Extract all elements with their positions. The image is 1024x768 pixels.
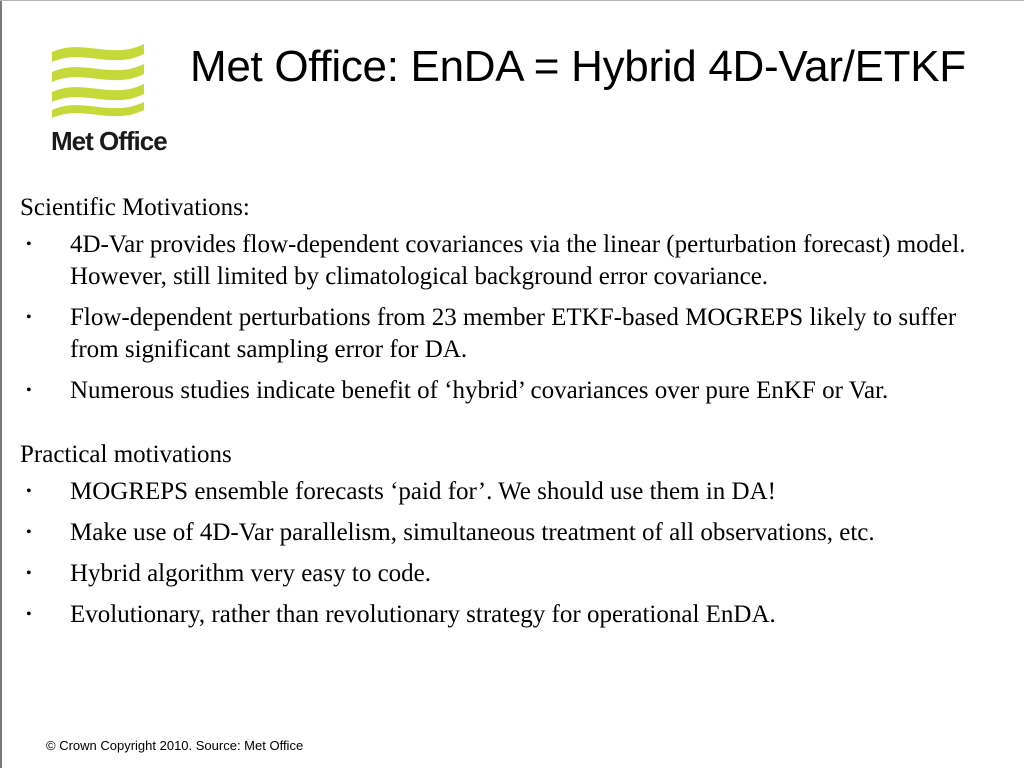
- bullet-text: MOGREPS ensemble forecasts ‘paid for’. We should use them in DA!: [70, 478, 776, 505]
- bullet-icon: •: [26, 309, 32, 326]
- section-heading: Practical motivations: [20, 441, 232, 468]
- bullet-icon: •: [26, 483, 32, 500]
- bullet-icon: •: [26, 524, 32, 541]
- bullet-icon: •: [26, 565, 32, 582]
- bullet-item: [20, 476, 1010, 508]
- bullet-icon: •: [26, 606, 32, 623]
- bullet-text: Numerous studies indicate benefit of ‘hybrid’ covariances over pure EnKF or Var.: [70, 377, 889, 404]
- slide-left-border: [0, 0, 2, 768]
- bullet-icon: •: [26, 382, 32, 399]
- met-office-logo: [48, 40, 178, 160]
- wave-logo-icon: [48, 40, 178, 130]
- bullet-item: [20, 517, 1010, 549]
- bullet-text: 4D-Var provides flow-dependent covariances via the linear (perturbation forecast) model. However, still limited by climatological background error covariance.: [70, 231, 966, 290]
- bullet-icon: •: [26, 236, 32, 253]
- bullet-text: Make use of 4D-Var parallelism, simultaneous treatment of all observations, etc.: [70, 519, 875, 546]
- slide-top-border: [0, 0, 1024, 1]
- section-heading: Scientific Motivations:: [20, 194, 250, 221]
- bullet-text: Flow-dependent perturbations from 23 member ETKF-based MOGREPS likely to suffer from significant sampling error for DA.: [70, 304, 957, 363]
- bullet-item: [20, 302, 1010, 366]
- bullet-text: Evolutionary, rather than revolutionary strategy for operational EnDA.: [70, 601, 776, 628]
- section-practical: [20, 439, 1010, 631]
- section-scientific: [20, 192, 1010, 407]
- slide-content: [20, 192, 1010, 640]
- bullet-list: [20, 476, 1010, 631]
- bullet-list: [20, 229, 1010, 407]
- bullet-item: [20, 229, 1010, 293]
- bullet-item: [20, 599, 1010, 631]
- logo-text: Met Office: [51, 126, 167, 156]
- copyright-footer: © Crown Copyright 2010. Source: Met Office: [46, 738, 304, 753]
- bullet-item: [20, 375, 1010, 407]
- bullet-item: [20, 558, 1010, 590]
- slide-title: Met Office: EnDA = Hybrid 4D-Var/ETKF: [190, 42, 966, 91]
- bullet-text: Hybrid algorithm very easy to code.: [70, 560, 432, 587]
